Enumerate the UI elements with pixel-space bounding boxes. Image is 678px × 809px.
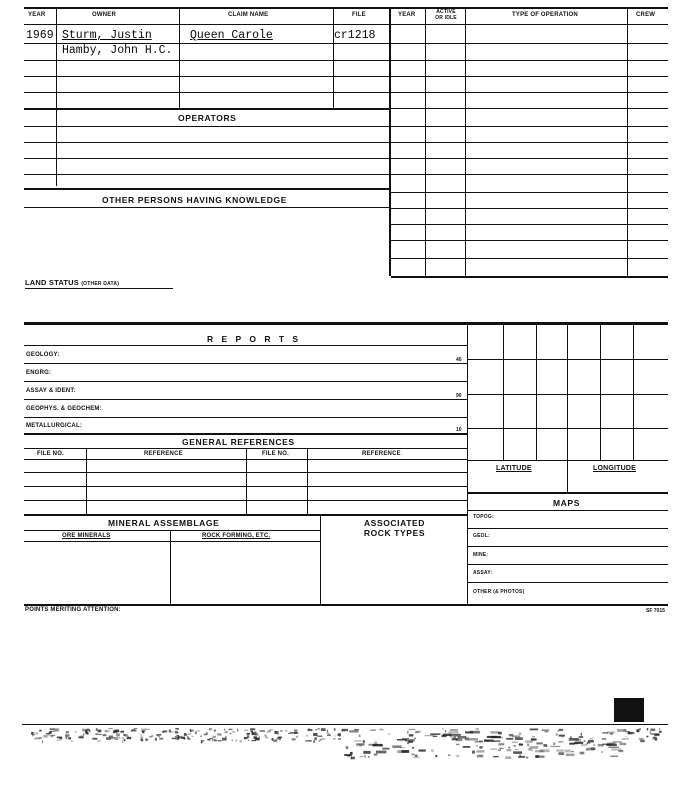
activity-row-line	[391, 76, 668, 77]
operators-title: OPERATORS	[178, 113, 237, 123]
entry-year: 1969	[26, 29, 54, 42]
activity-row-line	[391, 142, 668, 143]
report-metallurgical: METALLURGICAL:	[26, 423, 83, 429]
owner-col-divider-1	[56, 8, 57, 186]
maps-geol: GEOL:	[473, 533, 490, 539]
activity-header-type: TYPE OF OPERATION	[512, 12, 578, 18]
activity-row-line	[391, 240, 668, 241]
ref-header-file-2: FILE NO.	[262, 451, 289, 457]
reports-title: R E P O R T S	[207, 334, 302, 344]
ref-header-reference-1: REFERENCE	[144, 451, 183, 457]
active-line2: OR IDLE	[435, 15, 457, 21]
header-file: FILE	[352, 12, 366, 18]
activity-header-year: YEAR	[398, 12, 416, 18]
activity-row-line	[391, 208, 668, 209]
coordinate-grid-line	[468, 359, 668, 360]
knowledge-title: OTHER PERSONS HAVING KNOWLEDGE	[102, 195, 288, 205]
report-metallurgical-num: 10	[456, 427, 462, 433]
points-meriting-attention: POINTS MERITING ATTENTION:	[25, 607, 121, 613]
coordinate-grid-line	[633, 324, 634, 460]
scan-noise	[20, 722, 670, 762]
coordinate-grid-line	[503, 324, 504, 460]
mineral-assemblage-title: MINERAL ASSEMBLAGE	[108, 518, 220, 528]
activity-row-line	[391, 192, 668, 193]
entry-owner-1: Sturm, Justin	[62, 29, 152, 42]
activity-row-line	[391, 158, 668, 159]
longitude-label: LONGITUDE	[593, 465, 637, 472]
coordinate-grid-line	[468, 394, 668, 395]
active-line1: ACTIVE	[436, 9, 456, 15]
scan-mark	[614, 698, 644, 722]
form-number: SF 7015	[646, 608, 665, 614]
activity-row-line	[391, 43, 668, 44]
activity-header-crew: CREW	[636, 12, 656, 18]
activity-row-line	[391, 224, 668, 225]
maps-mine: MINE:	[473, 552, 489, 558]
activity-row-line	[391, 92, 668, 93]
activity-row-line	[391, 174, 668, 175]
header-year: YEAR	[28, 12, 46, 18]
maps-other: OTHER (& PHOTOS)	[473, 589, 525, 595]
land-status-label: LAND STATUS (OTHER DATA)	[25, 278, 120, 287]
report-engrg: ENGRG:	[26, 370, 52, 376]
activity-header-active	[428, 9, 464, 21]
coordinate-grid-line	[567, 324, 568, 460]
ore-minerals-header: ORE MINERALS	[62, 533, 111, 539]
owner-col-divider-3	[333, 8, 334, 108]
header-claim-name: CLAIM NAME	[228, 12, 269, 18]
entry-file: cr1218	[334, 29, 376, 42]
report-geology: GEOLOGY:	[26, 352, 60, 358]
assoc-line1: ASSOCIATED	[363, 518, 426, 528]
ref-header-file-1: FILE NO.	[37, 451, 64, 457]
entry-claim-name: Queen Carole	[190, 29, 273, 42]
associated-rock-types	[322, 518, 467, 538]
report-geology-num: 40	[456, 357, 462, 363]
ref-header-reference-2: REFERENCE	[362, 451, 401, 457]
maps-title: MAPS	[553, 498, 580, 508]
assoc-line2: ROCK TYPES	[363, 528, 426, 538]
report-assay: ASSAY & IDENT:	[26, 388, 76, 394]
latitude-label: LATITUDE	[496, 465, 532, 472]
coordinate-grid-line	[600, 324, 601, 460]
report-geophys: GEOPHYS. & GEOCHEM:	[26, 406, 102, 412]
activity-row-line	[391, 258, 668, 259]
activity-row-line	[391, 108, 668, 109]
coordinate-grid-line	[536, 324, 537, 460]
general-references-title: GENERAL REFERENCES	[182, 437, 295, 447]
header-owner: OWNER	[92, 12, 116, 18]
activity-row-line	[391, 126, 668, 127]
maps-topog: TOPOG:	[473, 514, 494, 520]
rock-forming-header: ROCK FORMING, ETC.	[202, 533, 271, 539]
coordinate-grid-line	[468, 428, 668, 429]
owner-col-divider-2	[179, 8, 180, 108]
entry-owner-2: Hamby, John H.C.	[62, 44, 173, 57]
maps-assay: ASSAY:	[473, 570, 493, 576]
report-assay-num: 90	[456, 393, 462, 399]
activity-row-line	[391, 60, 668, 61]
